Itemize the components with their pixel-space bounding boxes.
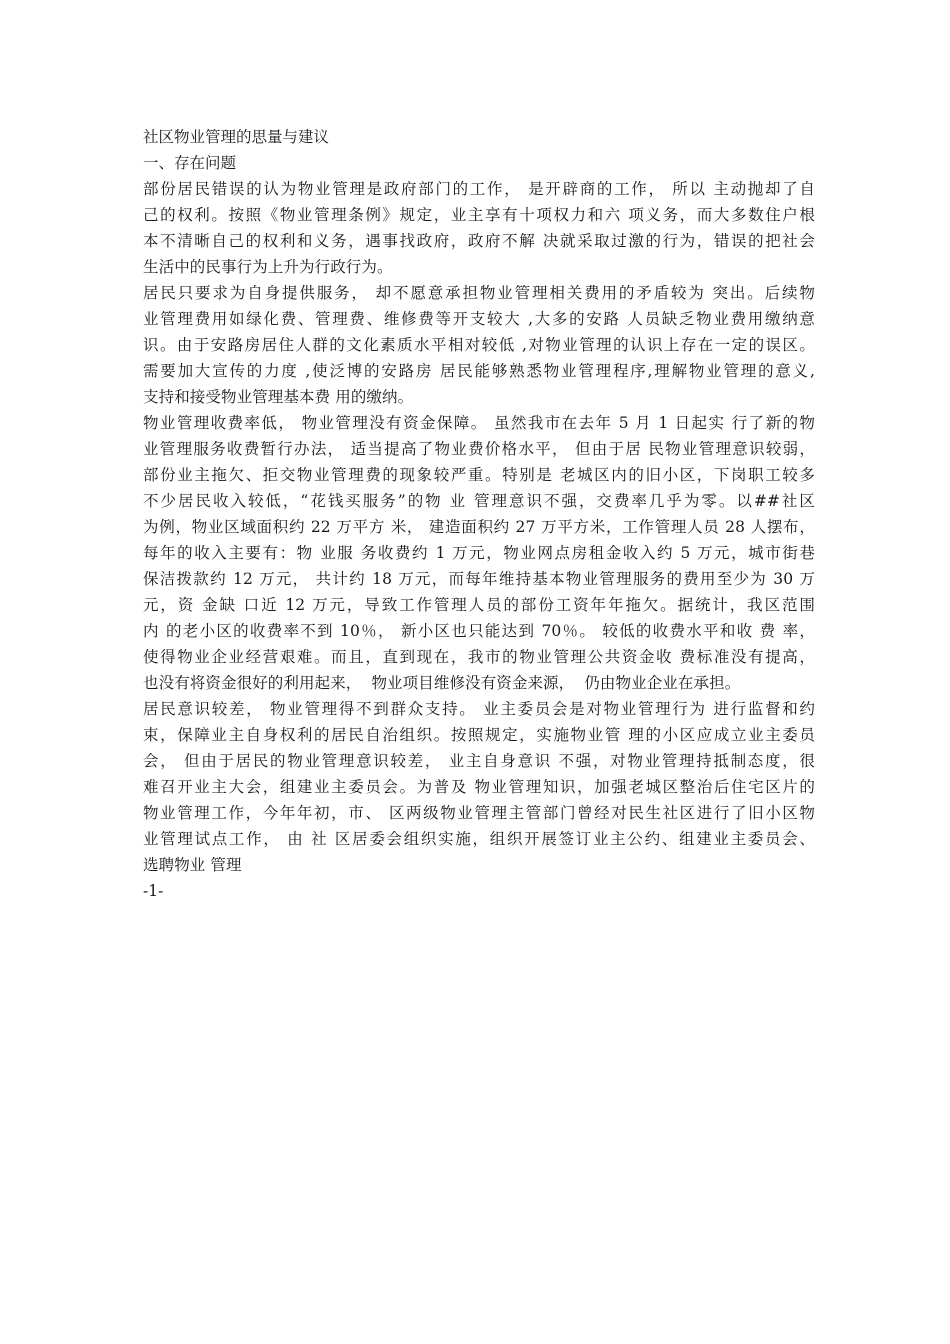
paragraph-line: 部份业主拖欠、拒交物业管理费的现象较严重。特别是 老城区内的旧小区，下岗职工较多 (143, 466, 815, 484)
paragraph-line: 也没有将资金很好的利用起来， 物业项目维修没有资金来源， 仍由物业企业在承担。 (143, 674, 741, 692)
paragraph-line: 生活中的民事行为上升为行政行为。 (143, 258, 393, 276)
paragraph-line: 内 的老小区的收费率不到 10％， 新小区也只能达到 70％。 较低的收费水平和收 费 率， (143, 622, 815, 640)
paragraph-line: 选聘物业 管理 (143, 856, 242, 874)
paragraph-line: 束，保障业主自身权利的居民自治组织。按照规定，实施物业管 理的小区应成立业主委员 (143, 726, 815, 744)
paragraph-line: 居民只要求为自身提供服务， 却不愿意承担物业管理相关费用的矛盾较为 突出。后续物 (143, 284, 815, 302)
paragraph-line: 业管理费用如绿化费、管理费、维修费等开支较大 ,大多的安路 人员缺乏物业费用缴纳意 (143, 310, 815, 328)
paragraph-line: 元，资 金缺 口近 12 万元，导致工作管理人员的部份工资年年拖欠。据统计，我区范围 (143, 596, 815, 614)
paragraph-line: 识。由于安路房居住人群的文化素质水平相对较低 ,对物业管理的认识上存在一定的误区。 (143, 336, 815, 354)
paragraph-line: 本不清晰自己的权利和义务，遇事找政府，政府不解 决就采取过激的行为，错误的把社会 (143, 232, 815, 250)
section-heading: 一、存在问题 (143, 154, 237, 172)
paragraph-line: 会， 但由于居民的物业管理意识较差， 业主自身意识 不强，对物业管理持抵制态度，很 (143, 752, 815, 770)
paragraph (143, 410, 815, 696)
document-page (143, 124, 815, 904)
paragraph-line: 支持和接受物业管理基本费 用的缴纳。 (143, 388, 414, 406)
paragraph-line: 物业管理收费率低， 物业管理没有资金保障。 虽然我市在去年 5 月 1 日起实 行了新的物 (143, 414, 815, 432)
paragraph-line: 不少居民收入较低，“花钱买服务”的物 业 管理意识不强，交费率几乎为零。以##社区 (143, 492, 815, 510)
paragraph (143, 696, 815, 878)
paragraph-line: 己的权利。按照《物业管理条例》规定，业主享有十项权力和六 项义务，而大多数住户根 (143, 206, 815, 224)
paragraph-line: 部份居民错误的认为物业管理是政府部门的工作， 是开辟商的工作， 所以 主动抛却了自 (143, 180, 815, 198)
document-body (143, 176, 815, 878)
document-title: 社区物业管理的思量与建议 (143, 128, 330, 146)
paragraph-line: 每年的收入主要有：物 业服 务收费约 1 万元，物业网点房租金收入约 5 万元，城市街巷 (143, 544, 815, 562)
paragraph-line: 业管理服务收费暂行办法， 适当提高了物业费价格水平， 但由于居 民物业管理意识较弱， (143, 440, 815, 458)
paragraph (143, 280, 815, 410)
paragraph-line: 需要加大宣传的力度 ,使泛博的安路房 居民能够熟悉物业管理程序,理解物业管理的意义, (143, 362, 815, 380)
paragraph-line: 难召开业主大会，组建业主委员会。为普及 物业管理知识，加强老城区整治后住宅区片的 (143, 778, 815, 796)
page-number: -1- (143, 882, 164, 900)
paragraph-line: 居民意识较差， 物业管理得不到群众支持。 业主委员会是对物业管理行为 进行监督和约 (143, 700, 815, 718)
paragraph-line: 物业管理工作，今年年初，市、 区两级物业管理主管部门曾经对民生社区进行了旧小区物 (143, 804, 815, 822)
paragraph (143, 176, 815, 280)
paragraph-line: 为例，物业区域面积约 22 万平方 米， 建造面积约 27 万平方米，工作管理人员 28 人摆布， (143, 518, 815, 536)
paragraph-line: 保洁拨款约 12 万元， 共计约 18 万元，而每年维持基本物业管理服务的费用至少为 30 万 (143, 570, 815, 588)
paragraph-line: 使得物业企业经营艰难。而且，直到现在，我市的物业管理公共资金收 费标准没有提高， (143, 648, 815, 666)
paragraph-line: 业管理试点工作， 由 社 区居委会组织实施，组织开展签订业主公约、组建业主委员会、 (143, 830, 815, 848)
